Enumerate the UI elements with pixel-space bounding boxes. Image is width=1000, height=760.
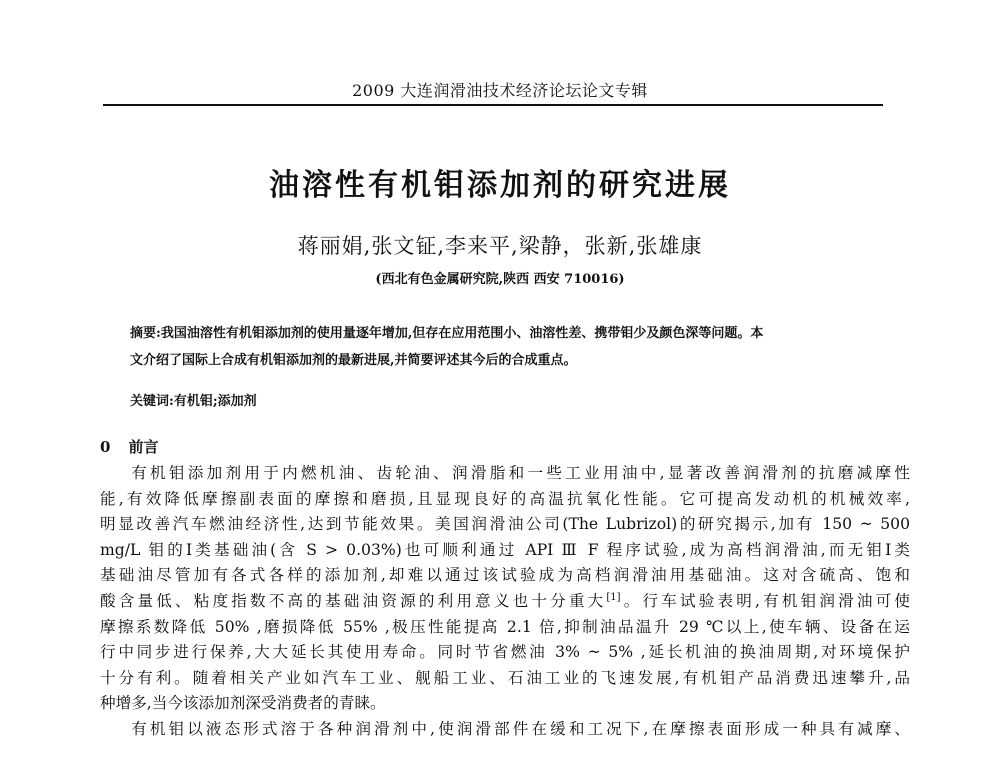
- section-title: 前言: [128, 438, 159, 456]
- body-line: 基础油尽管加有各式各样的添加剂,却难以通过该试验成为高档润滑油用基础油。这对含硫高、饱和: [100, 566, 910, 585]
- paper-title: 油溶性有机钼添加剂的研究进展: [269, 168, 731, 203]
- abstract: [130, 320, 900, 374]
- body-line: 明显改善汽车燃油经济性,达到节能效果。美国润滑油公司(The Lubrizol)的研究揭示,加有 150 ~ 500: [100, 515, 910, 534]
- keywords-text: 有机钼;添加剂: [173, 394, 257, 409]
- body-text: [100, 461, 910, 743]
- body-line: mg/L 钼的Ⅰ类基础油(含 S > 0.03%)也可顺利通过 API Ⅲ F 程序试验,成为高档润滑油,而无钼Ⅰ类: [100, 540, 910, 559]
- affiliation: (西北有色金属研究院,陕西 西安 710016): [375, 272, 625, 287]
- section-number: 0: [100, 438, 111, 456]
- keywords-label: 关键词:: [130, 394, 174, 409]
- abstract-line-2: 文介绍了国际上合成有机钼添加剂的最新进展,并简要评述其今后的合成重点。: [130, 353, 577, 368]
- keywords: [130, 390, 900, 409]
- body-line: 行中同步进行保养,大大延长其使用寿命。同时节省燃油 3% ~ 5% ,延长机油的换油周期,对环境保护: [100, 643, 910, 662]
- section-heading: [100, 436, 158, 457]
- body-line: 酸含量低、粘度指数不高的基础油资源的利用意义也十分重大[1]。行车试验表明,有机钼润滑油可使: [100, 591, 910, 610]
- body-line: 种增多,当今该添加剂深受消费者的青睐。: [100, 694, 386, 713]
- body-line: 十分有利。随着相关产业如汽车工业、舰船工业、石油工业的飞速发展,有机钼产品消费迅速攀升,品: [100, 668, 910, 687]
- abstract-line-1: 摘要:我国油溶性有机钼添加剂的使用量逐年增加,但存在应用范围小、油溶性差、携带钼少及颜色深等问题。本: [130, 326, 764, 341]
- body-line: 能,有效降低摩擦副表面的摩擦和磨损,且显现良好的高温抗氧化性能。它可提高发动机的机械效率,: [100, 489, 910, 508]
- author-list: 蒋丽娟,张文钲,李来平,梁静，张新,张雄康: [297, 234, 703, 258]
- body-line: 摩擦系数降低 50% ,磨损降低 55% ,极压性能提高 2.1 倍,抑制油品温升 29 ℃以上,使车辆、设备在运: [100, 617, 910, 636]
- running-header: 2009 大连润滑油技术经济论坛论文专辑: [352, 81, 648, 100]
- citation-ref: [1]: [606, 591, 621, 603]
- body-line: 有机钼以液态形式溶于各种润滑剂中,使润滑部件在缓和工况下,在摩擦表面形成一种具有减摩、: [131, 719, 910, 738]
- abstract-label: 摘要:: [130, 326, 161, 341]
- header-rule: [103, 104, 883, 106]
- body-line: 有机钼添加剂用于内燃机油、齿轮油、润滑脂和一些工业用油中,显著改善润滑剂的抗磨减摩性: [131, 464, 910, 482]
